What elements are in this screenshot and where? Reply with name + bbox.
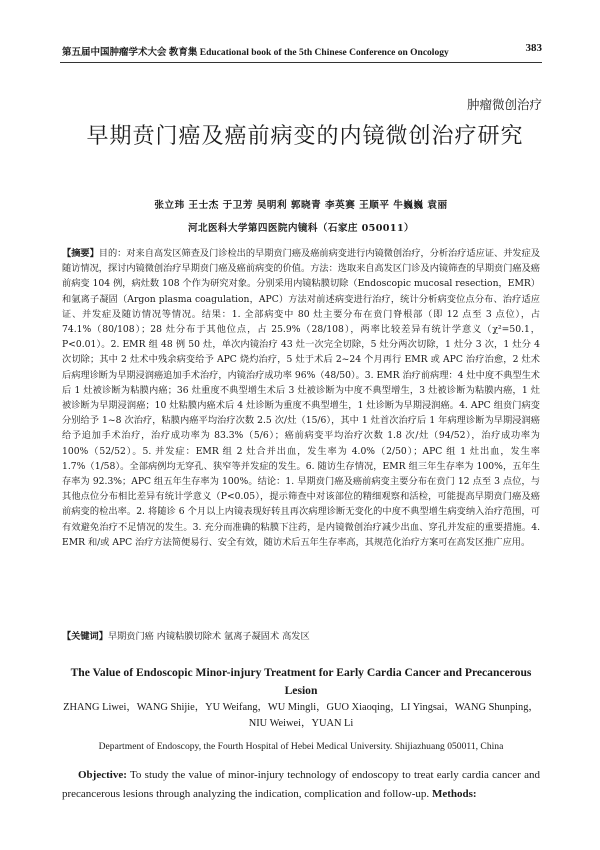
article-title: 早期贲门癌及癌前病变的内镜微创治疗研究 xyxy=(86,124,524,149)
english-title: The Value of Endoscopic Minor-injury Treatment for Early Cardia Cancer and Precancerous Lesion xyxy=(70,666,532,697)
english-affiliation: Department of Endoscopy, the Fourth Hospital of Hebei Medical University. Shijiazhuang 050011, China xyxy=(98,741,504,752)
abstract-label: 【摘要】 xyxy=(62,248,99,259)
abstract-text: 目的：对来自高发区筛查及门诊检出的早期贲门癌及癌前病变进行内镜微创治疗，分析治疗适应证、并发症及随访情况，探讨内镜微创治疗早期贲门癌及癌前病变的价值。方法：选取来自高发区门诊及内镜筛查的早期贲门癌及癌前病变 104 例，病灶数 108 个作为研究对象。分别采用内镜粘膜切除（Endoscopic mucosal resection，EMR）和氩离子凝固（Argon plasma coagulation，APC）方法对前述病变进行治疗，统计分析病变位点分布、治疗适应证、并发症及随访情况等情况。结果：1. 全部病变中 80 灶主要分布在贲门脊根部（即 12 点至 3 点位），占 74.1%（80/108）；28 灶分布于其他位点，占 25.9%（28/108），两率比较差异有统计学意义（χ²=50.1，P<0.01）。2. EMR 组 48 例 50 灶，单次内镜治疗 43 灶一次完全切除，5 灶分两次切除，1 灶分 3 次，1 灶分 4 次切除；其中 2 灶术中残余病变给予 APC 烧灼治疗，5 灶于术后 2~24 个月再行 EMR 或 APC 治疗治愈，2 灶术后病理诊断为早期浸润癌追加手术治疗，内镜治疗成功率 96%（48/50）。3. EMR 治疗前病理：4 灶中度不典型生术后 1 灶被诊断为粘膜内癌；36 灶重度不典型增生术后 3 灶被诊断为中度不典型增生，3 灶被诊断为粘膜内癌，1 灶被诊断为早期浸润癌；10 灶粘膜内癌术后 4 灶诊断为重度不典型增生，1 灶诊断为早期浸润癌。4. APC 组贲门病变分别给予 1~8 次治疗，粘膜内癌平均治疗次数 2.5 次/灶（15/6），其中 1 灶首次治疗后 1 年病理诊断为早期浸润癌给予追加手术治疗，治疗成功率为 83.3%（5/6）；癌前病变平均治疗次数 1.8 次/灶（94/52），治疗成功率为 100%（52/52）。5. 并发症：EMR 组 2 灶合并出血，发生率为 4.0%（2/50）；APC 组 1 灶出血，发生率 1.7%（1/58）。全部病例均无穿孔、狭窄等并发症的发生。6. 随访生存情况，EMR 组三年生存率为 100%，五年生存率为 92.3%；APC 组五年生存率为 100%。结论：1. 早期贲门癌及癌前病变主要分布在贲门 12 点至 3 点位，与其他点位分布相比差异有统计学意义（P<0.05），提示筛查中对该部位的精细观察和活检，可能提高早期贲门癌及癌前病变的检出率。2. 将随诊 6 个月以上内镜表现好转且再次病理诊断无变化的中度不典型增生病变纳入治疗范围，可有效避免治疗不足情况的发生。3. 充分而准确的粘膜下注药，是内镜微创治疗减少出血、穿孔并发症的重要措施。4. EMR 和/或 APC 治疗方法简便易行、安全有效，随访术后五年生存率高，其规范化治疗方案可在高发区推广应用。 xyxy=(62,248,541,548)
objective-text: To study the value of minor-injury technology of endoscopy to treat early cardia cancer and precancerous lesions through analyzing the indication, complication and follow-up. xyxy=(62,769,540,800)
abstract xyxy=(62,246,540,550)
keywords-text: 早期贲门癌 内镜粘膜切除术 氩离子凝固术 高发区 xyxy=(107,631,310,642)
affiliation: 河北医科大学第四医院内镜科（石家庄 050011） xyxy=(187,223,415,234)
authors: 张立玮 王士杰 于卫芳 吴明利 郭晓青 李英赛 王顺平 牛巍巍 袁丽 xyxy=(154,200,448,211)
keywords xyxy=(62,628,540,642)
methods-label: Methods: xyxy=(431,788,477,800)
running-head: 第五届中国肿瘤学术大会 教育集 Educational book of the 5th Chinese Conference on Oncology xyxy=(62,48,449,58)
objective-label: Objective: xyxy=(78,769,127,781)
keywords-label: 【关键词】 xyxy=(62,631,108,642)
english-abstract xyxy=(62,766,540,804)
header-rule xyxy=(60,62,542,63)
section-label: 肿瘤微创治疗 xyxy=(466,97,542,112)
page-number: 383 xyxy=(525,42,542,54)
english-authors: ZHANG Liwei，WANG Shijie，YU Weifang，WU Mingli，GUO Xiaoqing，LI Yingsai，WANG Shunping，NIU Weiwei，YUAN Li xyxy=(63,702,539,729)
